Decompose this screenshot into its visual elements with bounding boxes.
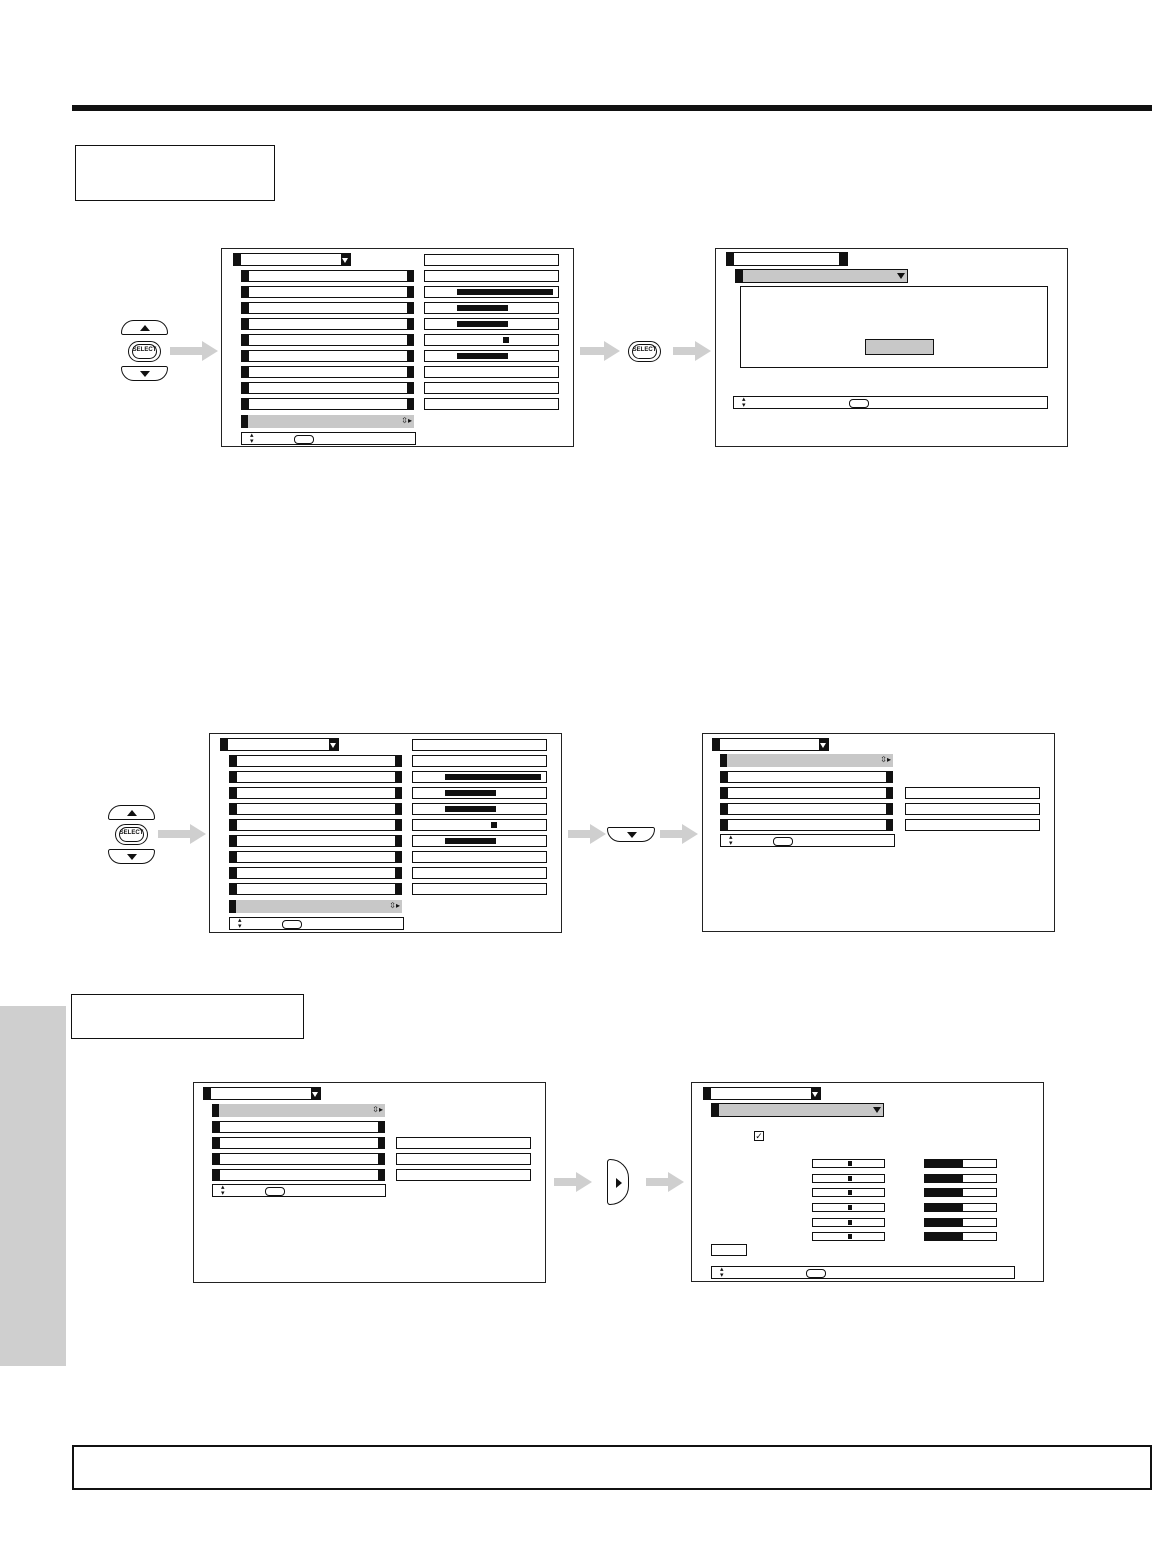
value-box [424, 382, 559, 394]
nav-hint-bar [241, 432, 416, 445]
slider-fill [925, 1233, 963, 1240]
slider-fill [457, 353, 508, 359]
slider[interactable] [812, 1232, 885, 1241]
menu-header[interactable] [203, 1087, 321, 1100]
menu-item[interactable] [212, 1137, 385, 1149]
up-down-icon: ▴ ▾ [742, 396, 746, 409]
slider[interactable] [412, 803, 547, 815]
value-box [424, 254, 559, 266]
slider[interactable] [424, 286, 559, 298]
menu-item[interactable] [229, 851, 402, 863]
menu-screen-3 [209, 733, 562, 933]
nav-hint-bar [711, 1266, 1015, 1279]
menu-header[interactable] [233, 253, 351, 266]
menu-item[interactable] [229, 867, 402, 879]
menu-item[interactable] [241, 286, 414, 298]
slider-fill [445, 838, 496, 844]
slider-marker [491, 822, 497, 828]
menu-item[interactable] [229, 803, 402, 815]
menu-item[interactable] [229, 755, 402, 767]
slider[interactable] [924, 1203, 997, 1212]
up-button[interactable] [108, 805, 155, 820]
flow-arrow-3 [673, 341, 713, 361]
menu-item[interactable] [720, 819, 893, 831]
up-arrow-icon [140, 325, 150, 331]
menu-item[interactable] [229, 819, 402, 831]
slider-marker [848, 1234, 852, 1239]
slider[interactable] [924, 1159, 997, 1168]
slider[interactable] [424, 302, 559, 314]
submenu-dropdown[interactable] [711, 1103, 884, 1117]
menu-screen-6 [691, 1082, 1044, 1282]
value-box [396, 1169, 531, 1181]
menu-item[interactable] [229, 771, 402, 783]
nav-hint-bar [229, 917, 404, 930]
button-icon [773, 837, 793, 846]
slider[interactable] [412, 771, 547, 783]
menu-item[interactable] [241, 382, 414, 394]
menu-item[interactable] [720, 771, 893, 783]
side-tab [0, 1006, 66, 1366]
flow-arrow-4 [158, 824, 206, 844]
slider-fill [445, 774, 541, 780]
submenu-dropdown[interactable] [735, 269, 908, 283]
value-box [412, 883, 547, 895]
down-arrow-icon [127, 854, 137, 860]
slider-marker [503, 337, 509, 343]
menu-header[interactable] [726, 252, 848, 266]
menu-header[interactable] [712, 738, 829, 751]
value-box [412, 755, 547, 767]
down-arrow-icon [140, 371, 150, 377]
nav-hint-bar [212, 1184, 386, 1197]
top-rule [72, 105, 1152, 111]
select-button[interactable] [628, 341, 661, 362]
dialog-button[interactable] [865, 339, 934, 355]
slider[interactable] [424, 350, 559, 362]
slider[interactable] [924, 1232, 997, 1241]
menu-item[interactable] [241, 350, 414, 362]
flow-arrow-5 [568, 824, 608, 844]
select-button[interactable] [115, 824, 148, 845]
slider-marker [848, 1161, 852, 1166]
select-button-label: SELECT [632, 347, 657, 353]
menu-item[interactable] [229, 835, 402, 847]
select-right-icon: ⇳▸ [880, 755, 891, 764]
slider-fill [925, 1204, 963, 1211]
up-down-icon: ▴ ▾ [729, 834, 733, 847]
nav-hint-bar [733, 396, 1048, 409]
menu-item-selected[interactable] [229, 900, 402, 913]
select-button-label: SELECT [119, 830, 144, 836]
value-box [412, 867, 547, 879]
section-heading-box-2 [71, 994, 304, 1039]
menu-item[interactable] [720, 803, 893, 815]
checked-checkbox-icon[interactable]: ✓ [755, 1131, 763, 1141]
up-arrow-icon [127, 810, 137, 816]
slider[interactable] [924, 1174, 997, 1183]
slider[interactable] [812, 1174, 885, 1183]
flow-arrow-2 [580, 341, 620, 361]
right-arrow-icon [616, 1178, 622, 1188]
slider-fill [925, 1219, 963, 1226]
select-button-label: SELECT [132, 347, 157, 353]
slider[interactable] [812, 1159, 885, 1168]
up-button[interactable] [121, 320, 168, 335]
slider-fill [925, 1160, 963, 1167]
menu-screen-1 [221, 248, 574, 447]
slider-fill [925, 1175, 963, 1182]
menu-item[interactable] [241, 302, 414, 314]
slider[interactable] [924, 1188, 997, 1197]
value-box [396, 1153, 531, 1165]
slider-marker [848, 1220, 852, 1225]
button-icon [806, 1269, 826, 1278]
down-button[interactable] [108, 849, 155, 864]
slider[interactable] [812, 1218, 885, 1227]
up-down-icon: ▴ ▾ [250, 432, 254, 445]
menu-screen-4 [702, 733, 1055, 932]
section-heading-box-1 [75, 145, 275, 201]
right-button[interactable] [607, 1159, 629, 1205]
nav-hint-bar [720, 834, 895, 847]
up-down-icon: ▴ ▾ [221, 1184, 225, 1197]
flow-arrow-6 [660, 824, 700, 844]
value-box [412, 739, 547, 751]
flow-arrow-1 [170, 341, 218, 361]
slider[interactable] [412, 819, 547, 831]
select-button[interactable] [128, 341, 161, 362]
slider[interactable] [412, 787, 547, 799]
slider[interactable] [812, 1188, 885, 1197]
slider-marker [848, 1176, 852, 1181]
up-down-icon: ▴ ▾ [238, 917, 242, 930]
slider-fill [457, 305, 508, 311]
menu-item[interactable] [241, 366, 414, 378]
menu-header[interactable] [703, 1087, 821, 1100]
up-down-icon: ▴ ▾ [720, 1266, 724, 1279]
menu-item[interactable] [241, 398, 414, 410]
menu-item[interactable] [241, 270, 414, 282]
slider-fill [445, 806, 496, 812]
menu-item[interactable] [720, 787, 893, 799]
value-box [905, 803, 1040, 815]
value-box [424, 398, 559, 410]
value-box [905, 787, 1040, 799]
dropdown-icon [897, 273, 905, 279]
value-box [424, 270, 559, 282]
flow-arrow-8 [646, 1172, 686, 1192]
menu-item[interactable] [241, 334, 414, 346]
button-icon [849, 399, 869, 408]
small-button[interactable] [711, 1244, 747, 1256]
slider[interactable] [812, 1203, 885, 1212]
menu-item[interactable] [241, 318, 414, 330]
menu-screen-2 [715, 248, 1068, 447]
value-box [905, 819, 1040, 831]
menu-item[interactable] [229, 787, 402, 799]
slider-marker [848, 1205, 852, 1210]
menu-item-selected[interactable] [720, 754, 893, 767]
slider[interactable] [924, 1218, 997, 1227]
menu-item[interactable] [212, 1153, 385, 1165]
dialog-box [740, 286, 1048, 368]
menu-item[interactable] [212, 1169, 385, 1181]
menu-item-selected[interactable] [241, 415, 414, 428]
flow-arrow-7 [554, 1172, 594, 1192]
down-arrow-icon [627, 832, 637, 838]
slider[interactable] [424, 334, 559, 346]
slider-fill [457, 289, 553, 295]
slider-fill [457, 321, 508, 327]
menu-screen-5 [193, 1082, 546, 1283]
slider-fill [925, 1189, 963, 1196]
menu-item[interactable] [212, 1121, 385, 1133]
down-button[interactable] [607, 827, 655, 842]
select-right-icon: ⇳▸ [372, 1105, 383, 1114]
slider[interactable] [412, 835, 547, 847]
value-box [424, 366, 559, 378]
menu-header[interactable] [220, 738, 339, 751]
note-box [72, 1445, 1152, 1490]
menu-item-selected[interactable] [212, 1104, 385, 1117]
select-right-icon: ⇳▸ [389, 901, 400, 910]
select-right-icon: ⇳▸ [401, 416, 412, 425]
button-icon [282, 920, 302, 929]
slider-marker [848, 1190, 852, 1195]
button-icon [294, 435, 314, 444]
value-box [412, 851, 547, 863]
menu-item[interactable] [229, 883, 402, 895]
slider[interactable] [424, 318, 559, 330]
slider-fill [445, 790, 496, 796]
value-box [396, 1137, 531, 1149]
dropdown-icon [873, 1107, 881, 1113]
button-icon [265, 1187, 285, 1196]
down-button[interactable] [121, 366, 168, 381]
